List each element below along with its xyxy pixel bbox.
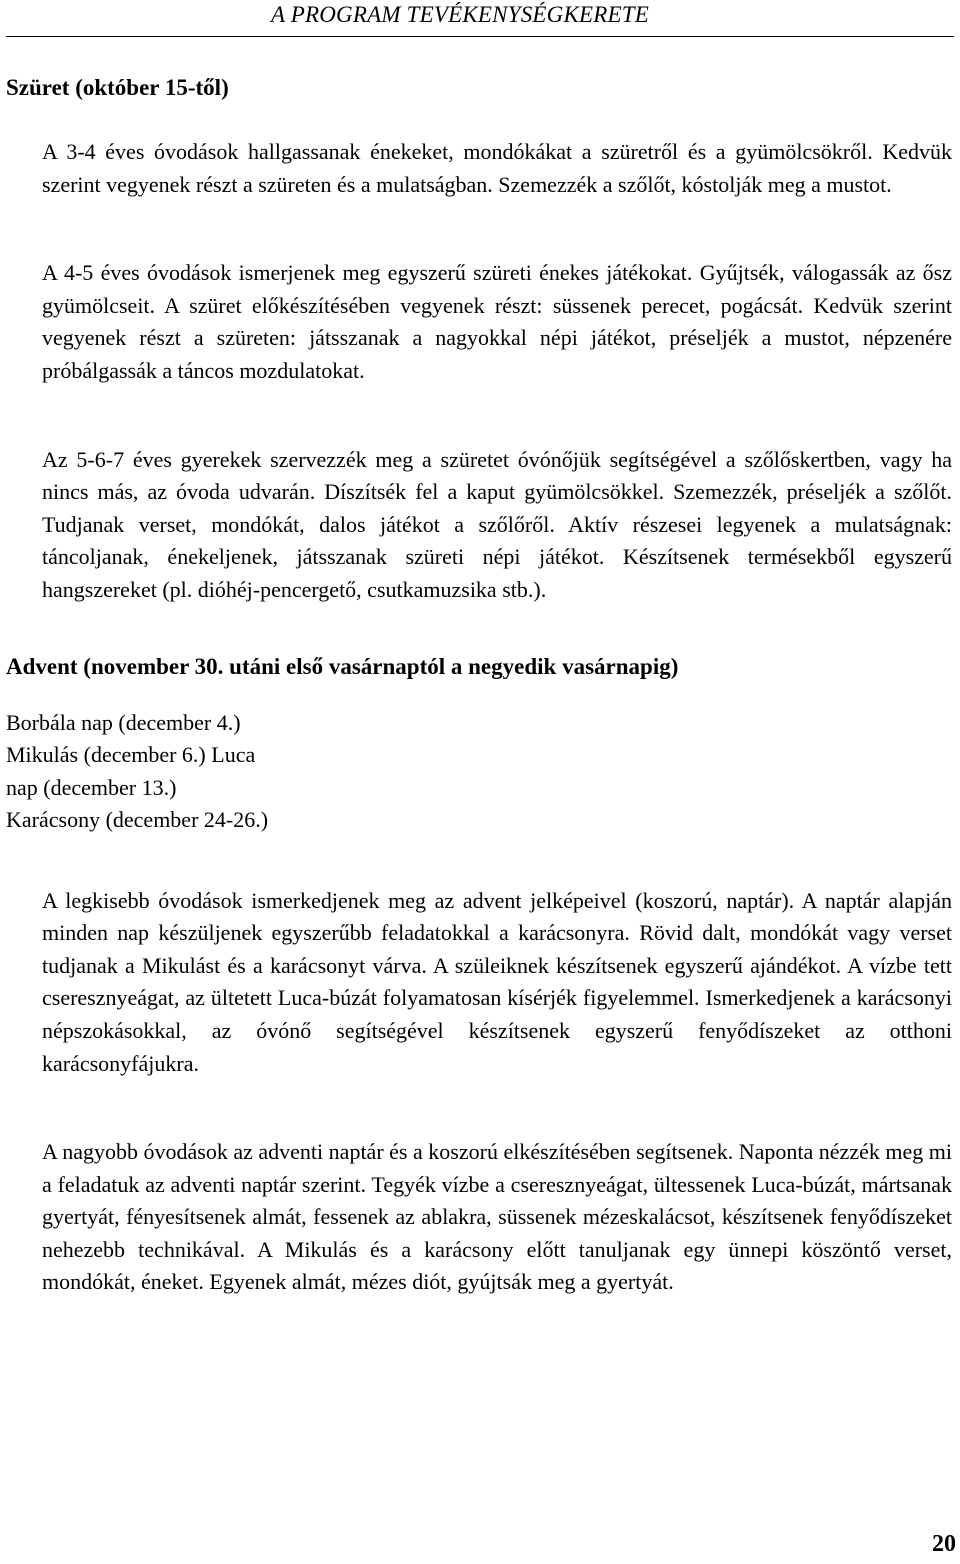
- heading-advent: Advent (november 30. utáni első vasárnaptól a negyedik vasárnapig): [6, 653, 679, 679]
- paragraph-advent-older: A nagyobb óvodások az adventi naptár és a koszorú elkészítésében segítsenek. Naponta nézzék meg mi a feladatuk az adventi naptár szerint. Tegyék vízbe a cseresznyeágat, ültessenek Luca-búzát, mártsanak gyertyát, fényesítsenek almát, fessenek az ablakra, süssenek mézeskalácsot, készítsenek fenyődíszeket nehezebb technikával. A Mikulás és a karácsony előtt tanuljanak egy ünnepi köszöntő verset, mondókát, éneket. Egyenek almát, mézes diót, gyújtsák meg a gyertyát.: [42, 1139, 952, 1295]
- list-item: nap (december 13.): [6, 774, 177, 800]
- page-content: [0, 72, 960, 1299]
- paragraph-szuret-4-5: A 4-5 éves óvodások ismerjenek meg egyszerű szüreti énekes játékokat. Gyűjtsék, válogassák az ősz gyümölcseit. A szüret előkészítésében vegyenek részt: süssenek perecet, pogácsát. Kedvük szerint vegyenek részt a szüreten: játsszanak a nagyokkal népi játékot, préseljék a mustot, népzenére próbálgassák a táncos mozdulatokat.: [42, 260, 952, 383]
- running-title: A PROGRAM TEVÉKENYSÉGKERETE: [270, 2, 649, 27]
- list-item: Karácsony (december 24-26.): [6, 807, 269, 833]
- paragraph-szuret-5-7: Az 5-6-7 éves gyerekek szervezzék meg a szüretet óvónőjük segítségével a szőlőskertben, vagy ha nincs más, az óvoda udvarán. Díszítsék fel a kaput gyümölcsökkel. Szemezzék, préseljék a szőlőt. Tudjanak verset, mondókát, dalos játékot a szőlőről. Aktív részesei legyenek a mulatságnak: táncoljanak, énekeljenek, játsszanak szüreti népi játékot. Készítsenek termésekből egyszerű hangszereket (pl. dióhéj-pencergető, csutkamuzsika stb.).: [42, 446, 952, 602]
- list-item: Mikulás (december 6.) Luca: [6, 742, 256, 768]
- page-number: 20: [932, 1531, 956, 1557]
- heading-szuret: Szüret (október 15-től): [6, 75, 229, 100]
- advent-dates-list: [0, 707, 960, 837]
- paragraph-advent-smallest: A legkisebb óvodások ismerkedjenek meg az advent jelképeivel (koszorú, naptár). A naptár alapján minden nap készüljenek egyszerűbb feladatokkal a karácsonyra. Rövid dalt, mondókát vagy verset tudjanak a Mikulást és a karácsonyt várva. A szüleiknek készítsenek egyszerű ajándékot. A vízbe tett cseresznyeágat, az ültetett Luca-búzát folyamatosan kísérjék figyelemmel. Ismerkedjenek a karácsonyi népszokásokkal, az óvónő segítségével készítsenek egyszerű fenyődíszeket az otthoni karácsonyfájukra.: [42, 887, 952, 1076]
- paragraph-szuret-3-4: A 3-4 éves óvodások hallgassanak énekeket, mondókákat a szüretről és a gyümölcsökről. Kedvük szerint vegyenek részt a szüreten és a mulatságban. Szemezzék a szőlőt, kóstolják meg a mustot.: [42, 139, 952, 197]
- list-item: Borbála nap (december 4.): [6, 709, 241, 735]
- running-header: [6, 0, 954, 37]
